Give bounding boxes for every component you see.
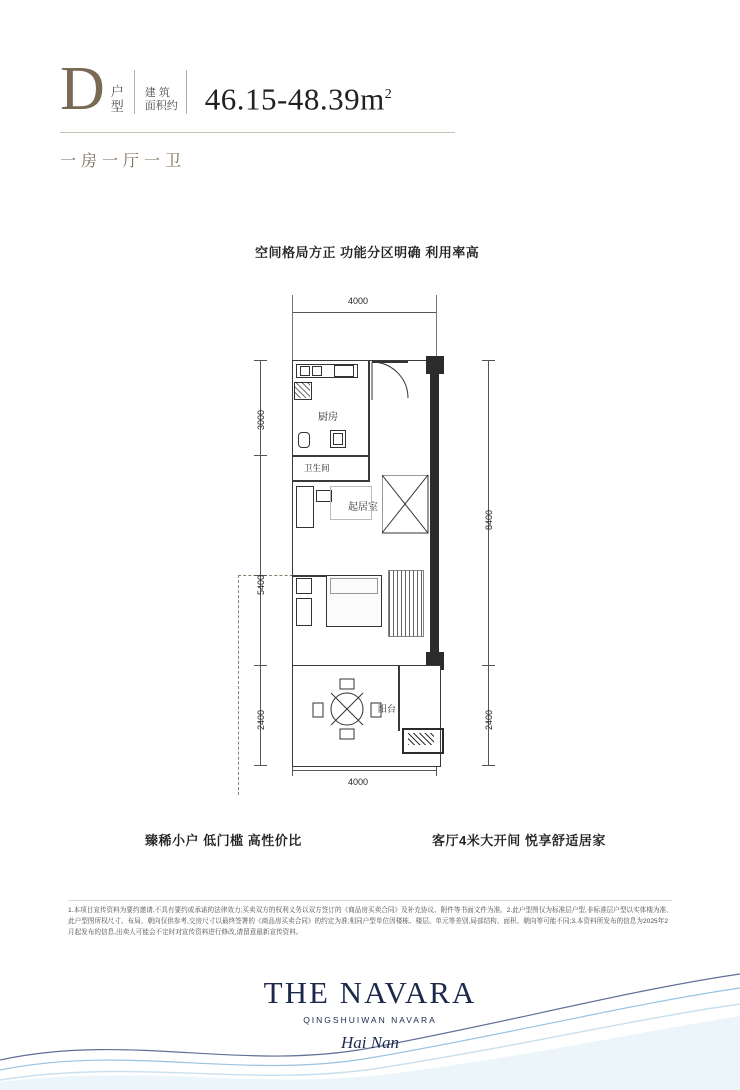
dim-left-tick-1 xyxy=(254,360,267,361)
guide-dashed-vertical xyxy=(238,575,239,795)
floorplan-drawing xyxy=(230,290,510,790)
dim-top-line xyxy=(292,312,437,313)
area-value xyxy=(205,78,392,116)
area-label xyxy=(145,87,178,113)
dim-bottom-width: 4000 xyxy=(348,777,369,787)
structural-wall-right xyxy=(430,360,439,665)
room-label-bathroom: 卫生间 xyxy=(304,463,330,473)
dim-left-balcony: 2400 xyxy=(256,709,266,730)
pillow-icon xyxy=(330,578,378,594)
area-value-text: 46.15-48.39m xyxy=(204,81,385,116)
dim-right-tick-2 xyxy=(482,665,495,666)
room-label-balcony: 阳台 xyxy=(378,704,397,714)
area-label-line-2: 面积约 xyxy=(144,100,178,112)
sink-icon xyxy=(334,365,354,377)
room-label-living: 起居室 xyxy=(348,502,378,513)
partition-bath-bottom xyxy=(292,480,370,482)
dim-top-width: 4000 xyxy=(348,296,369,306)
ac-unit-hatch xyxy=(408,733,434,745)
unit-type-char-2: 型 xyxy=(110,99,124,114)
unit-letter: D xyxy=(60,55,105,123)
dim-right-balcony: 2400 xyxy=(484,709,494,730)
caption-bottom-left: 臻稀小户 低门槛 高性价比 xyxy=(145,833,302,848)
living-rug xyxy=(330,486,372,520)
stair-hatch-icon xyxy=(388,570,424,637)
room-label-kitchen: 厨房 xyxy=(318,412,338,423)
kitchen-hatch xyxy=(294,382,310,398)
unit-type-char-1: 户 xyxy=(110,84,124,99)
header-divider-left xyxy=(134,70,135,114)
toilet-icon xyxy=(298,432,310,448)
header xyxy=(60,55,680,123)
sofa-icon xyxy=(296,486,314,528)
entry-door-icon xyxy=(370,360,430,402)
dim-top-ext-left xyxy=(292,295,293,365)
dim-left-tick-2 xyxy=(254,455,267,456)
wardrobe-icon xyxy=(296,598,312,626)
nightstand-icon xyxy=(296,578,312,594)
dim-left-tick-5 xyxy=(254,765,267,766)
header-rule xyxy=(60,132,455,133)
dim-top-ext-right xyxy=(436,295,437,365)
stove-icon xyxy=(300,366,310,376)
header-divider-right xyxy=(186,70,187,114)
area-unit-superscript: 2 xyxy=(384,86,393,102)
basin-icon xyxy=(333,433,343,445)
partition-kitchen-bottom xyxy=(292,455,370,457)
folding-door-icon xyxy=(382,475,430,535)
layout-subtitle: 一房一厅一卫 xyxy=(60,153,187,170)
disclaimer-text: 1.本项目宣传资料为要约邀请,不具有要约或承诺的法律效力;买卖双方的权利义务以双方签订的《商品房买卖合同》及补充协议、附件等书面文件为准。2.此户型图仅为标准层户型,非标准层户型以实体楼为准,此户型图所权尺寸、布局、朝向仅供参考,交房尺寸以最终签署的《商品房买卖合同》的约定为准;相同户型单位因楼栋、楼层、单元等差别,局部结构、面积、朝向等可能不同;3.本资料所发布的信息为2025年2月起发布的信息,出卖人可能会不定时对宣传资料进行修改,请留意最新宣传资料。 xyxy=(68,907,668,936)
dim-bottom-line xyxy=(292,770,437,771)
unit-type-label xyxy=(111,84,124,114)
brand-name: THE NAVARA xyxy=(263,975,477,1010)
dining-set-icon xyxy=(312,678,382,740)
caption-top: 空间格局方正 功能分区明确 利用率高 xyxy=(255,245,480,260)
caption-bottom-right: 客厅4米大开间 悦享舒适居家 xyxy=(432,833,606,848)
dim-right-tick-1 xyxy=(482,360,495,361)
dim-left-line-a xyxy=(260,360,261,560)
footer-brand xyxy=(0,975,740,1053)
disclaimer-rule xyxy=(68,900,672,901)
guide-dashed-horizontal xyxy=(238,575,298,576)
brand-subname: QINGSHUIWAN NAVARA xyxy=(303,1015,437,1025)
area-label-line-1: 建 筑 xyxy=(144,87,170,99)
brand-location: Hai Nan xyxy=(340,1033,400,1052)
balcony-partition xyxy=(398,665,400,731)
dim-right-main: 8400 xyxy=(484,509,494,530)
dim-left-kitchen: 3000 xyxy=(256,409,266,430)
dim-right-tick-3 xyxy=(482,765,495,766)
stove-burner-icon xyxy=(312,366,322,376)
dim-left-tick-4 xyxy=(254,665,267,666)
dim-left-living: 5400 xyxy=(256,574,266,595)
